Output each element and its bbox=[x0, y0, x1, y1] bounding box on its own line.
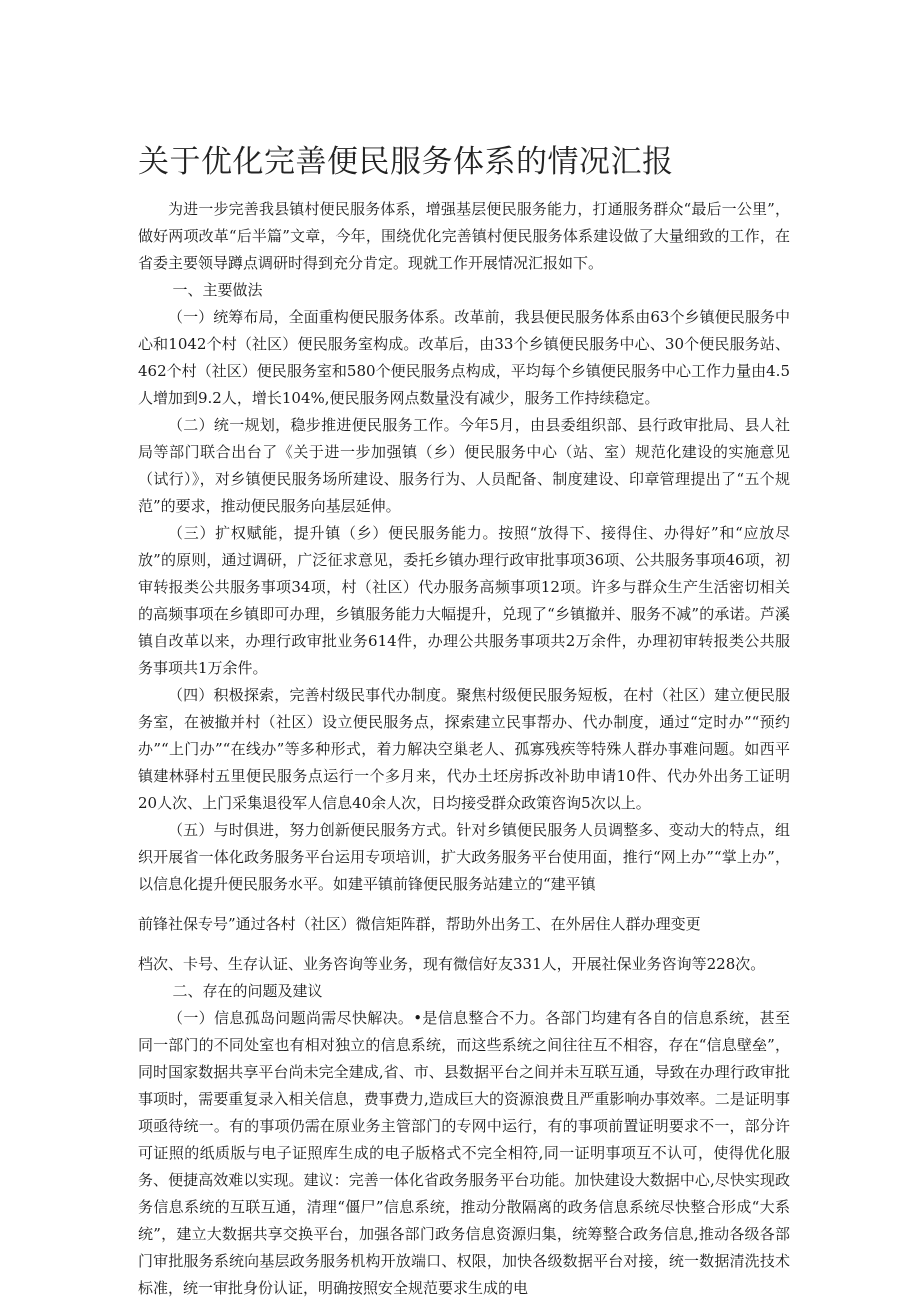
document-body bbox=[138, 196, 790, 1302]
paragraph-practice-5-continued-a: 前锋社保专号”通过各村（社区）微信矩阵群，帮助外出务工、在外居住人群办理变更 bbox=[138, 915, 701, 933]
section-heading-main-practices: 一、主要做法 bbox=[172, 281, 263, 299]
document-title: 关于优化完善便民服务体系的情况汇报 bbox=[138, 144, 674, 180]
paragraph-practice-4: （四）积极探索，完善村级民事代办制度。聚焦村级便民服务短板，在村（社区）建立便民服务室，在被撤并村（社区）设立便民服务点，探索建立民事帮办、代办制度，通过“定时办”“预约办”“上门办”“在线办”等多种形式，着力解决空巢老人、孤寡残疾等特殊人群办事难问题。如西平镇建林驿村五里便民服务点运行一个多月来，代办土坯房拆改补助申请10件、代办外出务工证明20人次、上门采集退役军人信息40余人次，日均接受群众政策咨询5次以上。 bbox=[138, 686, 790, 812]
paragraph-practice-3: （三）扩权赋能，提升镇（乡）便民服务能力。按照“放得下、接得住、办得好”和“应放尽放”的原则，通过调研，广泛征求意见，委托乡镇办理行政审批事项36项、公共服务事项46项，初审转报类公共服务事项34项，村（社区）代办服务高频事项12项。许多与群众生产生活密切相关的高频事项在乡镇即可办理，乡镇服务能力大幅提升，兑现了“乡镇撤并、服务不减”的承诺。芦溪镇自改革以来，办理行政审批业务614件，办理公共服务事项共2万余件，办理初审转报类公共服务事项共1万余件。 bbox=[138, 524, 790, 677]
paragraph-practice-5: （五）与时俱进，努力创新便民服务方式。针对乡镇便民服务人员调整多、变动大的特点，组织开展省一体化政务服务平台运用专项培训，扩大政务服务平台使用面，推行“网上办”“掌上办”，以信息化提升便民服务水平。如建平镇前锋便民服务站建立的“建平镇 bbox=[138, 821, 790, 893]
paragraph-practice-2: （二）统一规划，稳步推进便民服务工作。今年5月，由县委组织部、县行政审批局、县人社局等部门联合出台了《关于进一步加强镇（乡）便民服务中心（站、室）规范化建设的实施意见（试行）》，对乡镇便民服务场所建设、服务行为、人员配备、制度建设、印章管理提出了“五个规范”的要求，推动便民服务向基层延伸。 bbox=[138, 416, 790, 515]
intro-paragraph: 为进一步完善我县镇村便民服务体系，增强基层便民服务能力，打通服务群众“最后一公里”，做好两项改革“后半篇”文章，今年，围绕优化完善镇村便民服务体系建设做了大量细致的工作，在省委主要领导蹲点调研时得到充分肯定。现就工作开展情况汇报如下。 bbox=[138, 200, 790, 272]
paragraph-practice-1: （一）统筹布局，全面重构便民服务体系。改革前，我县便民服务体系由63个乡镇便民服务中心和1042个村（社区）便民服务室构成。改革后，由33个乡镇便民服务中心、30个便民服务站、462个村（社区）便民服务室和580个便民服务点构成，平均每个乡镇便民服务中心工作力量由4.5人增加到9.2人，增长104%,便民服务网点数量没有减少，服务工作持续稳定。 bbox=[138, 308, 790, 407]
paragraph-practice-5-continued-b: 档次、卡号、生存认证、业务咨询等业务，现有微信好友331人，开展社保业务咨询等228次。 bbox=[138, 955, 766, 973]
section-heading-problems: 二、存在的问题及建议 bbox=[172, 982, 323, 1000]
paragraph-problem-1: （一）信息孤岛问题尚需尽快解决。•是信息整合不力。各部门均建有各自的信息系统，甚至同一部门的不同处室也有相对独立的信息系统，而这些系统之间往往互不相容，存在“信息壁垒”，同时国家数据共享平台尚未完全建成,省、市、县数据平台之间并未互联互通，导致在办理行政审批事项时，需要重复录入相关信息，费事费力,造成巨大的资源浪费且严重影响办事效率。二是证明事项亟待统一。有的事项仍需在原业务主管部门的专网中运行，有的事项前置证明要求不一，部分许可证照的纸质版与电子证照库生成的电子版格式不完全相符,同一证明事项互不认可，使得优化服务、便捷高效难以实现。建议：完善一体化省政务服务平台功能。加快建设大数据中心,尽快实现政务信息系统的互联互通，清理“僵尸”信息系统，推动分散隔离的政务信息系统尽快整合形成“大系统”，建立大数据共享交换平台，加强各部门政务信息资源归集，统筹整合政务信息,推动各级各部门审批服务系统向基层政务服务机构开放端口、权限，加快各级数据平台对接，统一数据清洗技术标准，统一审批身份认证，明确按照安全规范要求生成的电 bbox=[138, 1009, 790, 1297]
